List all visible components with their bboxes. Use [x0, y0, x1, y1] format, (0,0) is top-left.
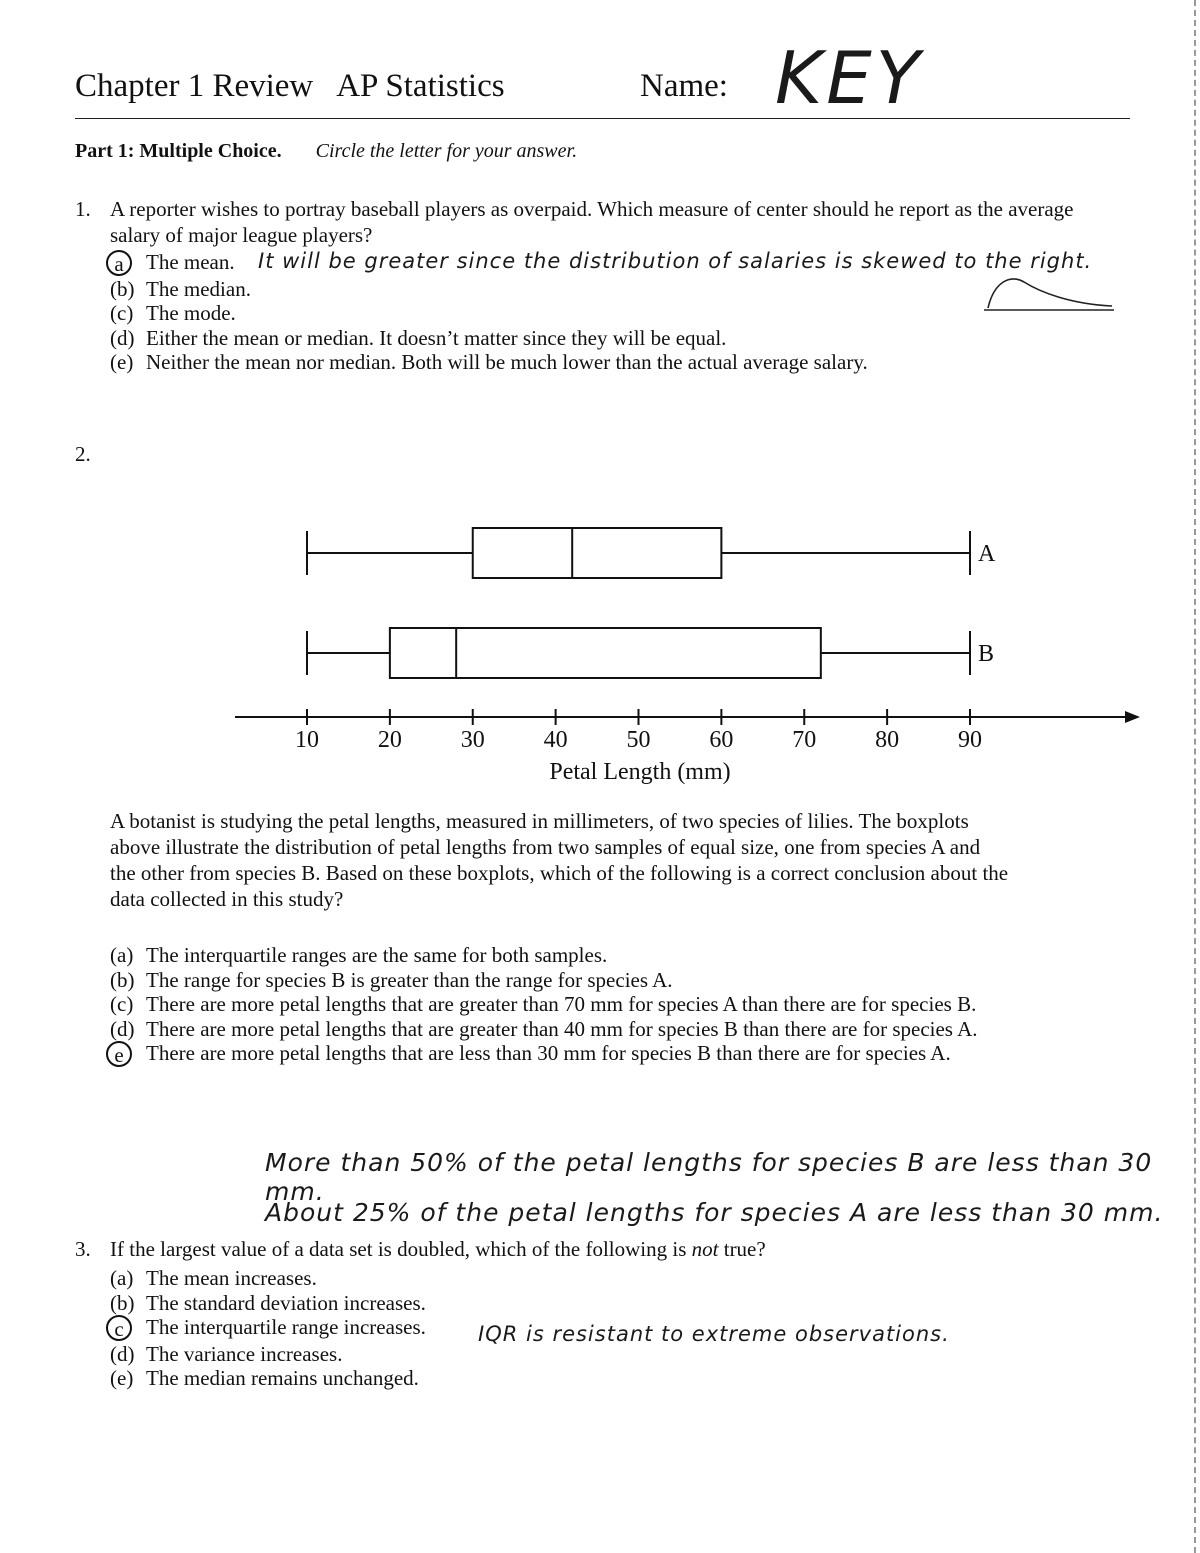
q1-option-e-label: (e)	[110, 350, 134, 374]
q1-text: A reporter wishes to portray baseball players as overpaid. Which measure of center should he report as the average salary of major league players?	[110, 197, 1074, 247]
name-value-handwritten: KEY	[775, 36, 924, 120]
q1-option-b-label: (b)	[110, 276, 135, 301]
q3-option-b[interactable]	[110, 1291, 426, 1316]
x-tick-label-30: 30	[460, 727, 485, 753]
petal-length-boxplot	[0, 495, 1200, 795]
name-label: Name:	[640, 68, 728, 104]
q1-option-c-text: The mode.	[146, 301, 236, 325]
x-tick-label-90: 90	[958, 727, 982, 753]
q2-option-b[interactable]	[110, 968, 1010, 993]
q1-option-b-text: The median.	[146, 276, 251, 301]
x-axis-arrow	[1125, 711, 1140, 723]
page-title: Chapter 1 Review AP Statistics	[75, 68, 505, 104]
q2-option-e-text: There are more petal lengths that are less than 30 mm for species B than there are for species A.	[146, 1041, 951, 1065]
q3-option-e-label: (e)	[110, 1366, 134, 1390]
q2-option-c[interactable]	[110, 992, 1010, 1017]
q3-option-a-text: The mean increases.	[146, 1266, 317, 1290]
q2-option-a[interactable]	[110, 943, 1010, 968]
q1-handwritten-note: It will be greater since the distribution of salaries is skewed to the right.	[258, 249, 1093, 273]
q2-number: 2.	[75, 442, 91, 466]
answer-circle-e: e	[106, 1041, 132, 1067]
x-tick-label-50: 50	[626, 727, 651, 753]
x-tick-label-60: 60	[709, 727, 734, 753]
q1-option-e[interactable]	[110, 350, 868, 375]
q3-options	[110, 1266, 426, 1391]
boxplot-species-b	[307, 628, 994, 678]
q1-option-d-text: Either the mean or median. It doesn’t matter since they will be equal.	[146, 325, 727, 350]
q3-text	[110, 1237, 766, 1262]
q2-option-d-label: (d)	[110, 1016, 135, 1041]
q2-handwritten-note-2: About 25% of the petal lengths for species A are less than 30 mm.	[265, 1198, 1164, 1227]
part1-instruction: Circle the letter for your answer.	[315, 140, 578, 162]
q2-option-a-text: The interquartile ranges are the same for both samples.	[146, 943, 608, 967]
x-tick-label-70: 70	[792, 727, 817, 753]
q1-option-d-label: (d)	[110, 325, 135, 350]
part1-heading	[75, 140, 577, 163]
q2-option-c-text: There are more petal lengths that are greater than 70 mm for species A than there are for species B.	[146, 992, 977, 1016]
x-tick-label-10: 10	[295, 727, 319, 753]
q3-option-c-text: The interquartile range increases.	[146, 1315, 426, 1339]
q3-option-a[interactable]	[110, 1266, 426, 1291]
q3-handwritten-note: IQR is resistant to extreme observations.	[478, 1322, 950, 1346]
q2-option-b-text: The range for species B is greater than the range for species A.	[146, 967, 673, 992]
q1-number: 1.	[75, 197, 91, 221]
boxplot-b-box	[390, 628, 821, 678]
boxplot-a-box	[473, 528, 722, 578]
q3-option-b-label: (b)	[110, 1290, 135, 1315]
q2-option-b-label: (b)	[110, 967, 135, 992]
q1-option-e-text: Neither the mean nor median. Both will be much lower than the actual average salary.	[146, 350, 868, 374]
boxplot-b-label: B	[978, 641, 995, 667]
q2-option-d-text: There are more petal lengths that are greater than 40 mm for species B than there are for species A.	[146, 1016, 978, 1041]
q1-option-b[interactable]	[110, 277, 868, 302]
q3-text-after: true?	[718, 1237, 766, 1261]
x-tick-label-80: 80	[875, 727, 900, 753]
q3-option-c[interactable]	[110, 1315, 426, 1342]
q3-option-d-label: (d)	[110, 1341, 135, 1366]
q1-option-c-label: (c)	[110, 301, 134, 325]
q2-option-a-label: (a)	[110, 943, 134, 967]
answer-circle-a: a	[106, 250, 132, 276]
q3-option-d-text: The variance increases.	[146, 1341, 343, 1366]
part1-title: Part 1: Multiple Choice.	[75, 140, 282, 162]
q2-text: A botanist is studying the petal lengths, measured in millimeters, of two species of lilies. The boxplots above illustrate the distribution of petal lengths from two samples of equal size, one from species A and the other from species B. Based on these boxplots, which of the following is a correct conclusion about the data collected in this study?	[110, 809, 1009, 911]
q3-option-d[interactable]	[110, 1342, 426, 1367]
x-axis-label: Petal Length (mm)	[549, 759, 731, 785]
title-row	[75, 36, 1130, 120]
boxplot-species-a	[307, 528, 996, 578]
q2-options	[110, 943, 1010, 1068]
q2-handwritten-note-1: More than 50% of the petal lengths for species B are less than 30 mm.	[265, 1148, 1153, 1206]
q1-option-c[interactable]	[110, 301, 868, 326]
q3-text-emphasis: not	[691, 1237, 719, 1261]
q3-option-e-text: The median remains unchanged.	[146, 1366, 419, 1390]
q3-option-a-label: (a)	[110, 1266, 134, 1290]
scan-edge	[1193, 0, 1196, 1553]
q1-option-d[interactable]	[110, 326, 868, 351]
q3-text-before: If the largest value of a data set is doubled, which of the following is	[110, 1237, 692, 1261]
x-tick-label-40: 40	[543, 727, 568, 753]
q1-option-a-text: The mean.	[146, 250, 235, 274]
skewed-curve-sketch	[980, 270, 1120, 320]
boxplot-a-label: A	[978, 541, 996, 567]
q2-option-d[interactable]	[110, 1017, 1010, 1042]
q2-option-c-label: (c)	[110, 992, 134, 1016]
x-tick-label-20: 20	[377, 727, 402, 753]
q3-number: 3.	[75, 1237, 91, 1261]
q3-option-e[interactable]	[110, 1366, 426, 1391]
x-axis-ticks	[295, 709, 982, 753]
q2-option-e[interactable]	[110, 1041, 1010, 1068]
q3-option-b-text: The standard deviation increases.	[146, 1290, 426, 1315]
answer-circle-c: c	[106, 1315, 132, 1341]
